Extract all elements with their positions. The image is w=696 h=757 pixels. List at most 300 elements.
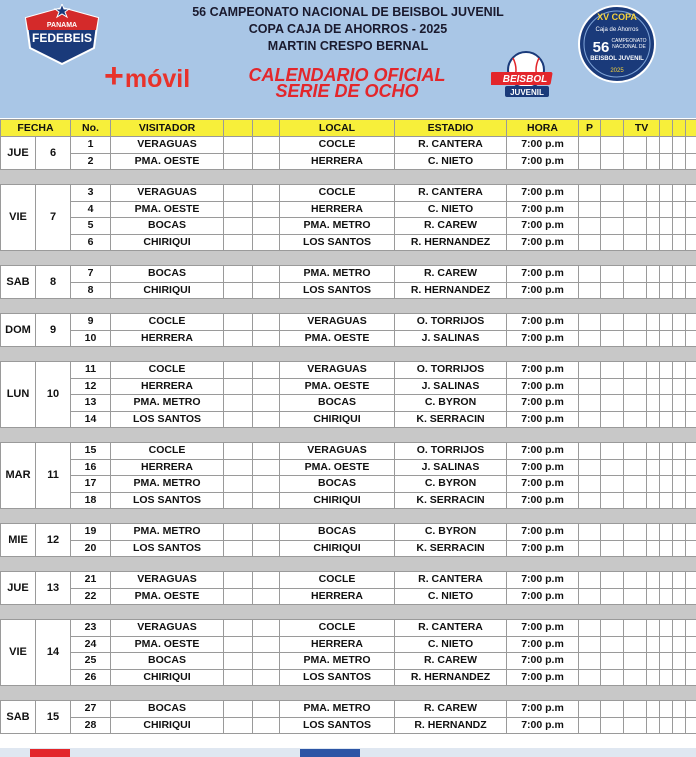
game-time: 7:00 p.m <box>507 636 579 653</box>
svg-text:BEISBOL: BEISBOL <box>502 74 548 85</box>
empty-cell <box>673 636 686 653</box>
empty-cell <box>660 636 673 653</box>
game-row <box>1 378 696 395</box>
stadium: R. CAREW <box>395 701 507 718</box>
stadium: O. TORRIJOS <box>395 314 507 331</box>
game-number: 20 <box>71 540 111 557</box>
empty-cell <box>660 153 673 170</box>
empty-cell <box>624 282 647 299</box>
empty-cell <box>601 540 624 557</box>
local-score-cell <box>253 636 280 653</box>
game-row <box>1 492 696 509</box>
empty-cell <box>579 588 601 605</box>
empty-cell <box>660 234 673 251</box>
local-team: PMA. OESTE <box>280 459 395 476</box>
visitor-score-cell <box>224 362 253 379</box>
copa-caja-de-ahorros-logo <box>573 4 661 84</box>
empty-cell <box>673 314 686 331</box>
game-row <box>1 620 696 637</box>
stadium: C. NIETO <box>395 588 507 605</box>
stadium: R. HERNANDZ <box>395 717 507 734</box>
empty-cell <box>624 378 647 395</box>
empty-cell <box>647 620 660 637</box>
empty-cell <box>647 588 660 605</box>
empty-cell <box>624 588 647 605</box>
empty-cell <box>673 620 686 637</box>
visitor-team: VERAGUAS <box>111 620 224 637</box>
empty-cell <box>686 234 696 251</box>
separator-cell <box>1 347 696 362</box>
local-team: COCLE <box>280 620 395 637</box>
empty-cell <box>624 266 647 283</box>
local-score-cell <box>253 572 280 589</box>
day-name: LUN <box>1 362 36 428</box>
local-team: VERAGUAS <box>280 362 395 379</box>
svg-text:CAMPEONATO: CAMPEONATO <box>611 38 647 44</box>
day-date: 7 <box>36 185 71 251</box>
visitor-score-cell <box>224 314 253 331</box>
game-number: 9 <box>71 314 111 331</box>
game-time: 7:00 p.m <box>507 218 579 235</box>
empty-cell <box>660 620 673 637</box>
empty-cell <box>673 411 686 428</box>
game-row <box>1 524 696 541</box>
local-team: LOS SANTOS <box>280 669 395 686</box>
empty-cell <box>660 201 673 218</box>
visitor-team: LOS SANTOS <box>111 540 224 557</box>
empty-cell <box>686 524 696 541</box>
game-time: 7:00 p.m <box>507 362 579 379</box>
visitor-score-cell <box>224 540 253 557</box>
visitor-score-cell <box>224 411 253 428</box>
empty-cell <box>686 137 696 154</box>
game-time: 7:00 p.m <box>507 185 579 202</box>
game-number: 26 <box>71 669 111 686</box>
empty-cell <box>601 669 624 686</box>
visitor-team: PMA. METRO <box>111 395 224 412</box>
game-number: 1 <box>71 137 111 154</box>
empty-cell <box>579 476 601 493</box>
visitor-score-cell <box>224 443 253 460</box>
local-score-cell <box>253 314 280 331</box>
empty-cell <box>647 282 660 299</box>
empty-cell <box>686 669 696 686</box>
game-time: 7:00 p.m <box>507 588 579 605</box>
empty-cell <box>579 153 601 170</box>
game-time: 7:00 p.m <box>507 378 579 395</box>
game-number: 13 <box>71 395 111 412</box>
empty-cell <box>601 717 624 734</box>
game-time: 7:00 p.m <box>507 330 579 347</box>
game-row <box>1 282 696 299</box>
game-time: 7:00 p.m <box>507 443 579 460</box>
col-no: No. <box>71 120 111 137</box>
visitor-team: CHIRIQUI <box>111 669 224 686</box>
calendar-title <box>222 67 472 99</box>
day-separator <box>1 299 696 314</box>
game-number: 21 <box>71 572 111 589</box>
empty-cell <box>579 137 601 154</box>
empty-cell <box>647 717 660 734</box>
game-row <box>1 701 696 718</box>
local-score-cell <box>253 701 280 718</box>
empty-cell <box>673 653 686 670</box>
empty-cell <box>673 669 686 686</box>
local-team: COCLE <box>280 137 395 154</box>
local-team: PMA. METRO <box>280 653 395 670</box>
empty-cell <box>579 701 601 718</box>
empty-cell <box>647 218 660 235</box>
visitor-score-cell <box>224 653 253 670</box>
game-row <box>1 653 696 670</box>
game-time: 7:00 p.m <box>507 540 579 557</box>
separator-cell <box>1 170 696 185</box>
game-row <box>1 185 696 202</box>
empty-cell <box>660 701 673 718</box>
game-time: 7:00 p.m <box>507 717 579 734</box>
empty-cell <box>686 620 696 637</box>
stadium: R. CANTERA <box>395 572 507 589</box>
empty-cell <box>660 492 673 509</box>
stadium: R. CANTERA <box>395 620 507 637</box>
empty-cell <box>686 314 696 331</box>
separator-cell <box>1 686 696 701</box>
stadium: O. TORRIJOS <box>395 362 507 379</box>
empty-cell <box>647 395 660 412</box>
empty-cell <box>601 701 624 718</box>
game-row <box>1 266 696 283</box>
empty-cell <box>686 701 696 718</box>
game-number: 5 <box>71 218 111 235</box>
game-number: 6 <box>71 234 111 251</box>
local-team: CHIRIQUI <box>280 411 395 428</box>
empty-cell <box>660 330 673 347</box>
game-number: 12 <box>71 378 111 395</box>
game-number: 25 <box>71 653 111 670</box>
empty-cell <box>673 443 686 460</box>
visitor-team: LOS SANTOS <box>111 411 224 428</box>
visitor-team: HERRERA <box>111 459 224 476</box>
local-score-cell <box>253 492 280 509</box>
game-row <box>1 459 696 476</box>
empty-cell <box>647 330 660 347</box>
empty-cell <box>624 201 647 218</box>
empty-cell <box>579 234 601 251</box>
empty-cell <box>601 492 624 509</box>
visitor-score-cell <box>224 234 253 251</box>
day-date: 12 <box>36 524 71 557</box>
empty-cell <box>673 572 686 589</box>
visitor-score-cell <box>224 266 253 283</box>
empty-cell <box>601 476 624 493</box>
empty-cell <box>673 266 686 283</box>
local-score-cell <box>253 201 280 218</box>
game-row <box>1 395 696 412</box>
empty-cell <box>673 378 686 395</box>
empty-cell <box>673 185 686 202</box>
visitor-team: HERRERA <box>111 330 224 347</box>
visitor-team: COCLE <box>111 314 224 331</box>
separator-cell <box>1 428 696 443</box>
visitor-score-cell <box>224 201 253 218</box>
empty-cell <box>624 476 647 493</box>
day-name: MAR <box>1 443 36 509</box>
empty-cell <box>624 717 647 734</box>
empty-cell <box>647 314 660 331</box>
svg-text:56: 56 <box>592 39 610 56</box>
local-score-cell <box>253 378 280 395</box>
stadium: R. CAREW <box>395 218 507 235</box>
empty-cell <box>647 540 660 557</box>
local-score-cell <box>253 540 280 557</box>
empty-cell <box>624 314 647 331</box>
visitor-team: CHIRIQUI <box>111 234 224 251</box>
empty-cell <box>601 395 624 412</box>
col-blank-2 <box>253 120 280 137</box>
visitor-team: PMA. OESTE <box>111 153 224 170</box>
calendar-title-line-1: CALENDARIO OFICIAL <box>248 65 446 85</box>
empty-cell <box>579 411 601 428</box>
col-blank-6 <box>686 120 696 137</box>
empty-cell <box>686 266 696 283</box>
visitor-score-cell <box>224 476 253 493</box>
visitor-team: VERAGUAS <box>111 137 224 154</box>
empty-cell <box>624 653 647 670</box>
local-score-cell <box>253 234 280 251</box>
game-number: 17 <box>71 476 111 493</box>
visitor-team: BOCAS <box>111 701 224 718</box>
game-row <box>1 476 696 493</box>
game-row <box>1 153 696 170</box>
visitor-team: BOCAS <box>111 653 224 670</box>
empty-cell <box>686 395 696 412</box>
day-separator <box>1 686 696 701</box>
empty-cell <box>624 218 647 235</box>
game-time: 7:00 p.m <box>507 314 579 331</box>
game-number: 23 <box>71 620 111 637</box>
empty-cell <box>579 492 601 509</box>
visitor-score-cell <box>224 378 253 395</box>
local-team: COCLE <box>280 572 395 589</box>
day-name: SAB <box>1 701 36 734</box>
svg-text:BEISBOL JUVENIL: BEISBOL JUVENIL <box>590 56 644 62</box>
empty-cell <box>673 492 686 509</box>
empty-cell <box>660 669 673 686</box>
empty-cell <box>660 395 673 412</box>
game-number: 7 <box>71 266 111 283</box>
game-number: 24 <box>71 636 111 653</box>
empty-cell <box>673 330 686 347</box>
separator-cell <box>1 299 696 314</box>
empty-cell <box>624 395 647 412</box>
empty-cell <box>647 653 660 670</box>
col-tv: TV <box>624 120 660 137</box>
local-team: BOCAS <box>280 524 395 541</box>
local-score-cell <box>253 185 280 202</box>
local-team: PMA. OESTE <box>280 330 395 347</box>
local-score-cell <box>253 153 280 170</box>
empty-cell <box>624 540 647 557</box>
empty-cell <box>624 234 647 251</box>
local-team: VERAGUAS <box>280 314 395 331</box>
empty-cell <box>579 201 601 218</box>
empty-cell <box>601 218 624 235</box>
empty-cell <box>579 540 601 557</box>
game-time: 7:00 p.m <box>507 459 579 476</box>
visitor-score-cell <box>224 717 253 734</box>
game-row <box>1 314 696 331</box>
empty-cell <box>673 588 686 605</box>
empty-cell <box>660 314 673 331</box>
visitor-team: BOCAS <box>111 218 224 235</box>
game-number: 28 <box>71 717 111 734</box>
empty-cell <box>601 185 624 202</box>
visitor-score-cell <box>224 701 253 718</box>
stadium: K. SERRACIN <box>395 540 507 557</box>
table-header-row <box>1 120 696 137</box>
game-row <box>1 669 696 686</box>
visitor-score-cell <box>224 218 253 235</box>
empty-cell <box>624 701 647 718</box>
empty-cell <box>601 282 624 299</box>
empty-cell <box>673 234 686 251</box>
local-score-cell <box>253 588 280 605</box>
empty-cell <box>601 330 624 347</box>
game-time: 7:00 p.m <box>507 234 579 251</box>
local-score-cell <box>253 653 280 670</box>
day-date: 9 <box>36 314 71 347</box>
empty-cell <box>601 201 624 218</box>
visitor-score-cell <box>224 459 253 476</box>
game-number: 18 <box>71 492 111 509</box>
empty-cell <box>660 362 673 379</box>
empty-cell <box>624 330 647 347</box>
game-time: 7:00 p.m <box>507 153 579 170</box>
empty-cell <box>660 653 673 670</box>
empty-cell <box>686 201 696 218</box>
empty-cell <box>660 137 673 154</box>
local-score-cell <box>253 395 280 412</box>
game-row <box>1 218 696 235</box>
empty-cell <box>601 137 624 154</box>
visitor-score-cell <box>224 185 253 202</box>
empty-cell <box>660 185 673 202</box>
empty-cell <box>686 572 696 589</box>
empty-cell <box>601 459 624 476</box>
day-name: JUE <box>1 572 36 605</box>
empty-cell <box>673 362 686 379</box>
game-time: 7:00 p.m <box>507 653 579 670</box>
game-number: 27 <box>71 701 111 718</box>
empty-cell <box>624 153 647 170</box>
separator-cell <box>1 509 696 524</box>
day-name: MIE <box>1 524 36 557</box>
svg-text:NACIONAL DE: NACIONAL DE <box>612 44 646 50</box>
svg-text:XV COPA: XV COPA <box>597 12 637 22</box>
empty-cell <box>660 540 673 557</box>
beisbol-juvenil-logo <box>491 48 561 100</box>
empty-cell <box>624 459 647 476</box>
empty-cell <box>647 476 660 493</box>
stadium: R. HERNANDEZ <box>395 669 507 686</box>
empty-cell <box>673 153 686 170</box>
local-team: VERAGUAS <box>280 443 395 460</box>
game-number: 14 <box>71 411 111 428</box>
empty-cell <box>624 362 647 379</box>
day-separator <box>1 347 696 362</box>
empty-cell <box>579 330 601 347</box>
local-team: COCLE <box>280 185 395 202</box>
game-number: 4 <box>71 201 111 218</box>
visitor-team: VERAGUAS <box>111 185 224 202</box>
game-time: 7:00 p.m <box>507 524 579 541</box>
stadium: J. SALINAS <box>395 330 507 347</box>
separator-cell <box>1 251 696 266</box>
local-team: HERRERA <box>280 153 395 170</box>
day-separator <box>1 605 696 620</box>
empty-cell <box>601 411 624 428</box>
local-score-cell <box>253 266 280 283</box>
game-number: 3 <box>71 185 111 202</box>
day-name: DOM <box>1 314 36 347</box>
visitor-score-cell <box>224 588 253 605</box>
stadium: C. BYRON <box>395 395 507 412</box>
empty-cell <box>686 378 696 395</box>
empty-cell <box>601 620 624 637</box>
visitor-team: COCLE <box>111 443 224 460</box>
empty-cell <box>686 476 696 493</box>
empty-cell <box>686 443 696 460</box>
visitor-score-cell <box>224 330 253 347</box>
empty-cell <box>686 653 696 670</box>
local-team: CHIRIQUI <box>280 492 395 509</box>
title-line-1: 56 CAMPEONATO NACIONAL DE BEISBOL JUVENIL <box>192 5 504 19</box>
empty-cell <box>647 492 660 509</box>
stadium: O. TORRIJOS <box>395 443 507 460</box>
empty-cell <box>660 717 673 734</box>
empty-cell <box>579 636 601 653</box>
visitor-team: HERRERA <box>111 378 224 395</box>
empty-cell <box>647 572 660 589</box>
local-score-cell <box>253 411 280 428</box>
visitor-team: COCLE <box>111 362 224 379</box>
day-separator <box>1 251 696 266</box>
empty-cell <box>660 476 673 493</box>
day-name: SAB <box>1 266 36 299</box>
empty-cell <box>601 636 624 653</box>
visitor-team: PMA. OESTE <box>111 588 224 605</box>
empty-cell <box>686 492 696 509</box>
visitor-score-cell <box>224 395 253 412</box>
stadium: R. HERNANDEZ <box>395 234 507 251</box>
visitor-team: PMA. METRO <box>111 524 224 541</box>
empty-cell <box>686 717 696 734</box>
svg-text:2025: 2025 <box>610 68 624 74</box>
empty-cell <box>579 572 601 589</box>
day-date: 10 <box>36 362 71 428</box>
game-number: 2 <box>71 153 111 170</box>
col-blank-1 <box>224 120 253 137</box>
empty-cell <box>601 378 624 395</box>
movil-sponsor-logo: +móvil <box>104 57 191 95</box>
empty-cell <box>624 572 647 589</box>
empty-cell <box>686 636 696 653</box>
header-banner <box>0 0 696 118</box>
day-date: 13 <box>36 572 71 605</box>
empty-cell <box>686 218 696 235</box>
local-score-cell <box>253 443 280 460</box>
empty-cell <box>660 266 673 283</box>
